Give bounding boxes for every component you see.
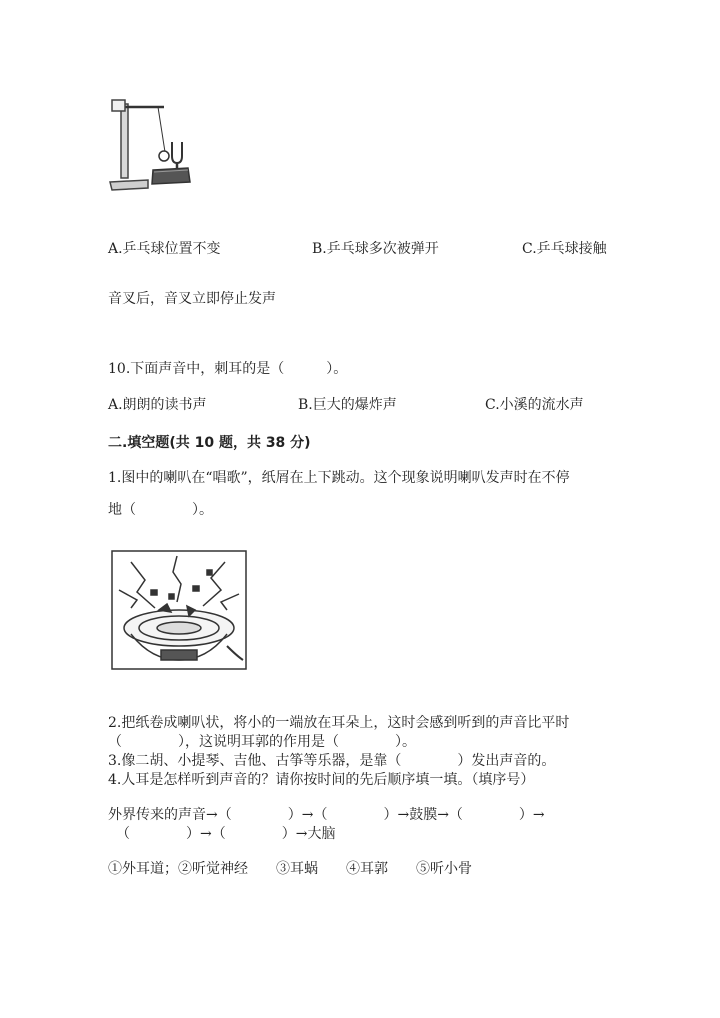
fill2-line2: （ ），这说明耳郭的作用是（ ）。 [108, 734, 416, 750]
fill3-line1: 3.像二胡、小提琴、吉他、古筝等乐器，是靠（ ）发出声音的。 [108, 753, 556, 769]
tuning-fork-figure [108, 92, 196, 192]
q9-option-b[interactable]: B.乒乓球多次被弹开 [312, 241, 439, 257]
q9-option-c[interactable]: C.乒乓球接触 [522, 241, 607, 257]
fill4-line1: 4.人耳是怎样听到声音的？请你按时间的先后顺序填一填。（填序号） [108, 772, 535, 788]
fill1-line2: 地（ ）。 [108, 502, 213, 518]
q10-question: 10.下面声音中，刺耳的是（ ）。 [108, 361, 348, 377]
section-heading: 二.填空题(共 10 题，共 38 分) [108, 435, 311, 451]
fill2-line1: 2.把纸卷成喇叭状，将小的一端放在耳朵上，这时会感到听到的声音比平时 [108, 715, 570, 731]
q9-option-c-continued: 音叉后，音叉立即停止发声 [108, 291, 276, 307]
speaker-figure [111, 550, 247, 670]
q10-option-a[interactable]: A.朗朗的读书声 [108, 397, 207, 413]
fill4-sequence-line2: （ ）→（ ）→大脑 [116, 826, 336, 842]
fill4-choices: ①外耳道；②听觉神经 ③耳蜗 ④耳郭 ⑤听小骨 [108, 861, 472, 877]
q10-option-b[interactable]: B.巨大的爆炸声 [298, 397, 397, 413]
fill1-line1: 1.图中的喇叭在“唱歌”，纸屑在上下跳动。这个现象说明喇叭发声时在不停 [108, 470, 570, 486]
q9-option-a[interactable]: A.乒乓球位置不变 [108, 241, 221, 257]
fill4-sequence-line1: 外界传来的声音→（ ）→（ ）→鼓膜→（ ）→ [108, 807, 545, 823]
q10-option-c[interactable]: C.小溪的流水声 [485, 397, 584, 413]
